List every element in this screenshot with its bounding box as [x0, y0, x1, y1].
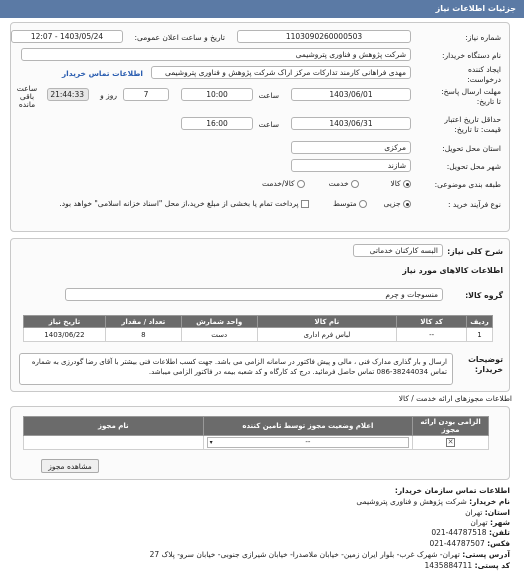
deadline-label-1: مهلت ارسال پاسخ: — [441, 87, 501, 96]
validity-time-label: ساعت — [258, 120, 279, 129]
days-label: روز و — [100, 91, 117, 100]
goods-panel — [10, 238, 510, 392]
category-label: طبقه بندی موضوعی: — [434, 180, 501, 189]
goods-group-field: منسوجات و چرم — [65, 288, 443, 301]
permits-table-header — [24, 417, 489, 436]
org-contact-phone: تلفن: 44787518-021 — [431, 528, 510, 537]
summary-field: البسه کارکنان خدماتی — [353, 244, 443, 257]
days-field: 7 — [123, 88, 169, 101]
deadline-time-label: ساعت — [258, 91, 279, 100]
buyer-contact-link[interactable]: اطلاعات تماس خریدار — [61, 69, 143, 78]
checkbox-icon[interactable] — [301, 200, 309, 208]
province-field: مرکزی — [291, 141, 411, 154]
cell-supplier-status — [203, 436, 413, 450]
goods-table — [23, 315, 493, 342]
remaining-time-field: 21:44:33 — [47, 88, 89, 101]
org-contact-fax: فکس: 44787507-021 — [429, 539, 510, 548]
city-label: شهر محل تحویل: — [446, 162, 501, 171]
creator-label-1: ایجاد کننده — [468, 65, 501, 74]
org-contact-postal: کد پستی: 1435884711 — [424, 561, 510, 570]
creator-label-2: درخواست: — [467, 75, 501, 84]
remaining-time-label: ساعت باقی مانده — [16, 84, 38, 109]
radio-icon[interactable] — [359, 200, 367, 208]
col-mandatory: الزامی بودن ارائه مجوز — [413, 417, 489, 436]
radio-icon[interactable] — [297, 180, 305, 188]
validity-time-field: 16:00 — [181, 117, 253, 130]
category-option-goods[interactable]: کالا — [390, 179, 411, 188]
cell-date: 1403/06/22 — [24, 328, 106, 342]
cell-permit-name — [24, 436, 204, 450]
org-contact-name: نام خریدار: شرکت پژوهش و فناوری پتروشیمی — [356, 497, 510, 506]
validity-date-field: 1403/06/31 — [291, 117, 411, 130]
goods-group-label: گروه کالا: — [465, 291, 503, 300]
cell-name: لباس فرم اداری — [257, 328, 397, 342]
cell-row: 1 — [467, 328, 493, 342]
payment-treasury-option[interactable]: پرداخت تمام یا بخشی از مبلغ خرید،از محل "اسناد خزانه اسلامی" خواهد بود. — [59, 199, 309, 208]
buyer-notes-field: ارسال و بار گذاری مدارک فنی ، مالی و پیش فاکتور در سامانه الزامی می باشد. جهت کسب اطلاعات فنی بیشتر با آقای رضا گودرزی به شماره تماس 38244034-086 تماس حاصل فرمائید. درج کد کارگاه و کد شعبه بیمه در فاکتور الزامی میباشد. — [19, 353, 453, 385]
process-option-minor[interactable]: جزیی — [383, 199, 411, 208]
col-unit: واحد شمارش — [181, 316, 257, 328]
validity-label-1: حداقل تاریخ اعتبار — [444, 115, 501, 124]
need-number-label: شماره نیاز: — [465, 33, 501, 42]
table-row — [24, 436, 489, 450]
permits-title: اطلاعات مجوزهای ارائه خدمت / کالا — [398, 394, 512, 403]
col-date: تاریخ نیاز — [24, 316, 106, 328]
category-option-goods-service[interactable]: کالا/خدمت — [262, 179, 305, 188]
org-contact-city: شهر: تهران — [470, 518, 510, 527]
chevron-down-icon: ▾ — [209, 439, 213, 446]
need-details-panel — [10, 22, 510, 232]
summary-label: شرح کلی نیاز: — [447, 247, 503, 256]
cell-unit: دست — [181, 328, 257, 342]
announce-label: تاریخ و ساعت اعلان عمومی: — [134, 33, 225, 42]
need-number-field: 1103090260000503 — [237, 30, 411, 43]
radio-icon[interactable] — [403, 180, 411, 188]
org-contact-title: اطلاعات تماس سازمان خریدار: — [394, 486, 510, 495]
col-supplier-status: اعلام وضعیت مجوز توسط تامین کننده — [203, 417, 413, 436]
cell-mandatory — [413, 436, 489, 450]
permits-panel — [10, 406, 510, 480]
buyer-org-field: شرکت پژوهش و فناوری پتروشیمی — [21, 48, 411, 61]
process-option-medium[interactable]: متوسط — [333, 199, 367, 208]
province-label: استان محل تحویل: — [442, 144, 501, 153]
col-permit-name: نام مجوز — [24, 417, 204, 436]
category-option-service[interactable]: خدمت — [329, 179, 359, 188]
buyer-notes-label: توضیحات خریدار: — [468, 355, 503, 374]
radio-icon[interactable] — [403, 200, 411, 208]
view-permit-button[interactable]: مشاهده مجوز — [41, 459, 99, 473]
announce-field: 1403/05/24 - 12:07 — [11, 30, 123, 43]
org-contact-province: استان: تهران — [465, 508, 510, 517]
deadline-label-2: تا تاریخ: — [476, 97, 501, 106]
col-row: ردیف — [467, 316, 493, 328]
col-qty: تعداد / مقدار — [105, 316, 181, 328]
permits-table — [23, 416, 489, 450]
page-title-bar — [0, 0, 524, 18]
supplier-status-select[interactable]: -- ▾ — [207, 437, 410, 448]
city-field: شازند — [291, 159, 411, 172]
deadline-date-field: 1403/06/01 — [291, 88, 411, 101]
process-label: نوع فرآیند خرید : — [447, 200, 501, 209]
page-title: جزئیات اطلاعات نیاز — [435, 4, 516, 13]
cell-code: -- — [397, 328, 467, 342]
table-row — [24, 328, 493, 342]
org-contact-address: آدرس پستی: تهران- شهرک غرب- بلوار ایران زمین- خیابان ملاصدرا- خیابان شیرازی جنوبی- خیابان سرو- پلاک 27 — [149, 550, 510, 559]
deadline-time-field: 10:00 — [181, 88, 253, 101]
cell-qty: 8 — [105, 328, 181, 342]
buyer-org-label: نام دستگاه خریدار: — [441, 51, 501, 60]
col-name: نام کالا — [257, 316, 397, 328]
validity-label-2: قیمت: تا تاریخ: — [454, 125, 501, 134]
close-icon: ✕ — [447, 438, 454, 446]
radio-icon[interactable] — [351, 180, 359, 188]
col-code: کد کالا — [397, 316, 467, 328]
goods-table-header — [24, 316, 493, 328]
goods-info-title: اطلاعات کالاهای مورد نیاز — [402, 266, 503, 275]
creator-field: مهدی فراهانی کارمند تدارکات مرکز اراک شرکت پژوهش و فناوری پتروشیمی — [151, 66, 411, 79]
